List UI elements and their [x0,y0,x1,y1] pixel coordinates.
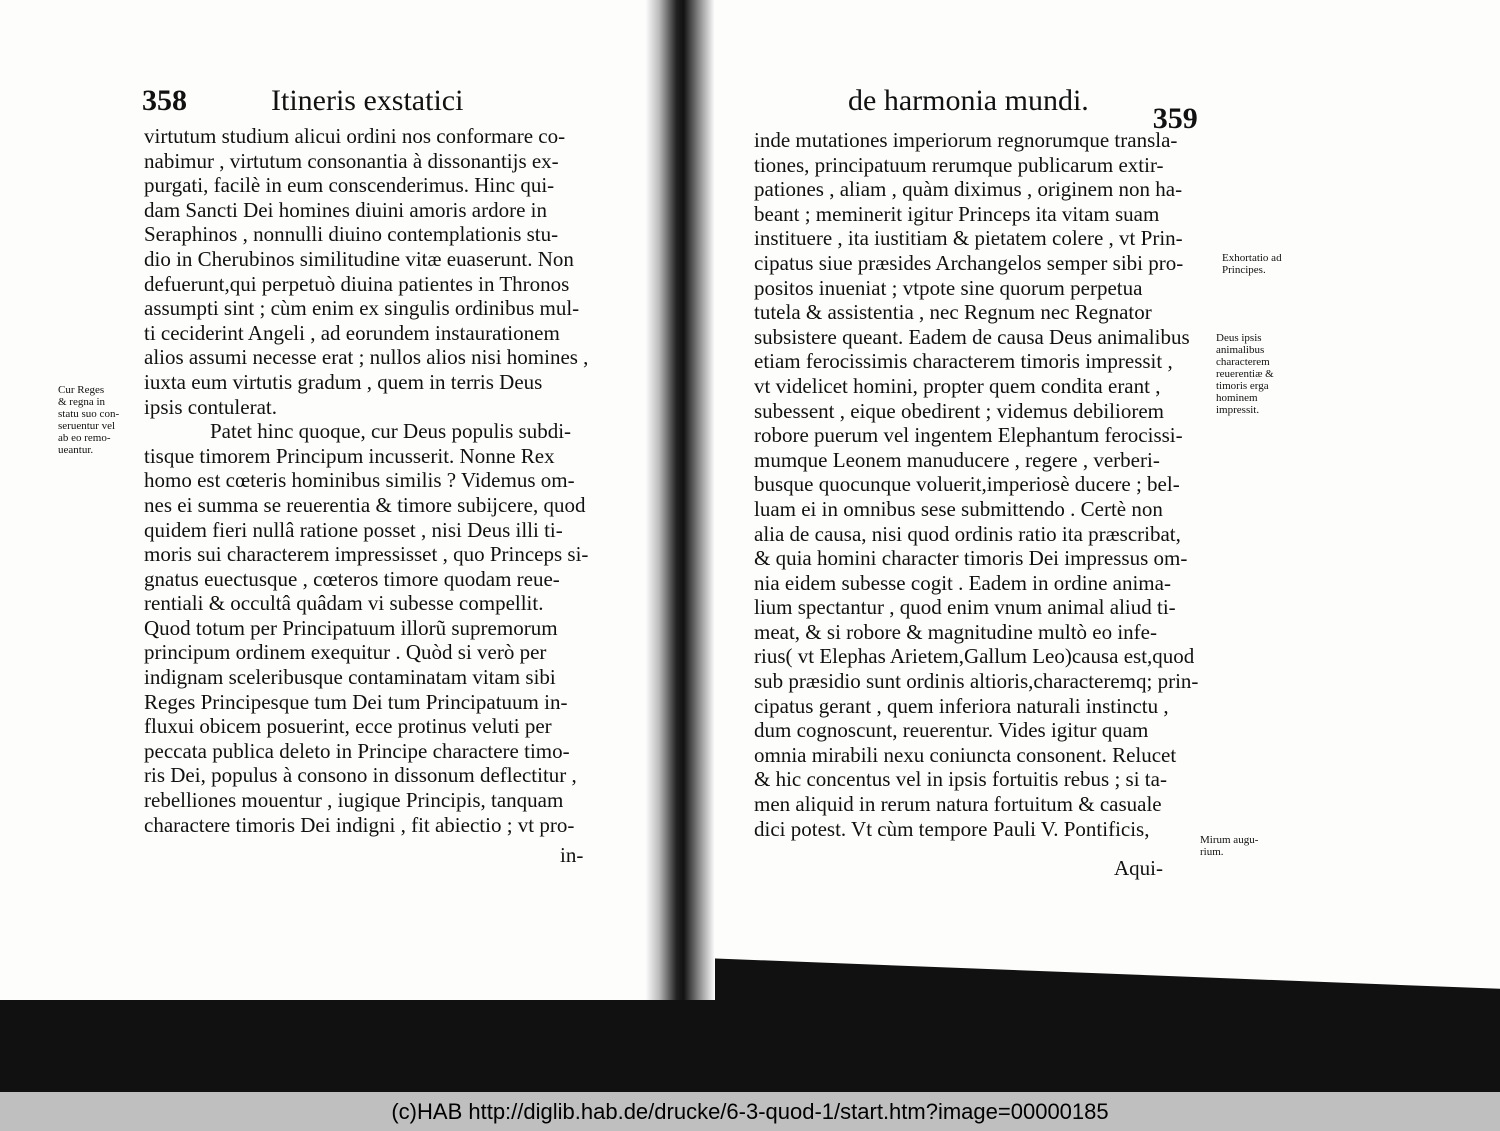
text-line: ueantur. [58,444,94,456]
text-line: Quod totum per Principatuum illorũ supremorum [144,615,558,640]
text-line: reuerentiæ & [1216,368,1274,380]
text-line: instituere , ita iustitiam & pietatem colere , vt Prin- [754,226,1183,251]
text-line: & hic concentus vel in ipsis fortuitis rebus ; si ta- [754,767,1167,792]
text-line: charactere timoris Dei indigni , fit abiectio ; vt pro- [144,812,575,837]
text-line: impressit. [1216,404,1260,416]
right-margin-note [1222,252,1282,276]
text-line: Exhortatio ad [1222,252,1282,264]
text-line: etiam ferocissimis characterem timoris impressit , [754,349,1173,374]
text-line: omnia mirabili nexu coniuncta consonent. Relucet [754,742,1177,767]
text-line: defuerunt,qui perpetuò diuina patientes in Thronos [144,271,570,296]
left-page-number: 358 [142,84,187,117]
text-line: principum ordinem exequitur . Quòd si verò per [144,640,547,665]
text-line: hominem [1216,392,1258,404]
text-line: statu suo con- [58,408,120,420]
left-running-title: Itineris exstatici [271,84,464,117]
text-line: tisque timorem Principum incusserit. Nonne Rex [144,443,555,468]
text-line: assumpti sint ; cùm enim ex singulis ordinibus mul- [144,296,580,321]
right-page-header [848,84,1198,135]
right-body-text [754,128,1198,841]
text-line: inde mutationes imperiorum regnorumque transla- [754,128,1178,152]
text-line: gnatus euectusque , cœteros timore quodam reue- [144,566,560,591]
text-line: purgati, facilè in eum conscenderimus. Hinc qui- [144,173,555,198]
right-running-title: de harmonia mundi. [848,84,1089,117]
text-line: ti ceciderint Angeli , ad eorundem instaurationem [144,320,560,345]
text-line: dum cognoscunt, reuerentur. Vides igitur quam [754,718,1149,743]
text-line: positos inueniat ; vtpote sine quorum perpetua [754,275,1143,300]
text-line: fluxui obicem posuerint, ecce protinus veluti per [144,714,552,739]
text-line: subsistere queant. Eadem de causa Deus animalibus [754,324,1190,349]
left-page-header [142,84,463,118]
text-line: animalibus [1216,344,1265,356]
text-line: meat, & si robore & magnitudine multò eo infe- [754,619,1157,644]
text-line: nabimur , virtutum consonantia à dissonantijs ex- [144,148,559,173]
text-line: iuxta eum virtutis gradum , quem in terris Deus [144,369,543,394]
text-line: characterem [1216,356,1270,368]
text-line: moris sui characterem impressisset , quo Princeps si- [144,542,589,567]
text-line: mumque Leonem manuducere , regere , verberi- [754,447,1160,472]
right-margin-note [1216,332,1274,416]
right-margin-note [1200,834,1258,858]
text-line: lium spectantur , quod enim vnum animal aliud ti- [754,595,1176,620]
text-line: alios assumi necesse erat ; nullos alios nisi homines , [144,345,589,370]
text-line: subessent , eique obedirent ; videmus debiliorem [754,398,1164,423]
text-line: nia eidem subesse cogit . Eadem in ordine anima- [754,570,1171,595]
text-line: seruentur vel [58,420,116,432]
text-line: & quia homini character timoris Dei impressus om- [754,546,1188,571]
text-line: cipatus gerant , quem inferiora naturali instinctu , [754,693,1169,718]
left-catchword: in- [560,843,584,867]
text-line: busque quocunque voluerit,imperiosè ducere ; bel- [754,472,1180,497]
text-line: ris Dei, populus à consono in dissonum deflectitur , [144,763,577,788]
text-line: rentiali & occultâ quâdam vi subesse compellit. [144,591,544,616]
text-line: luam ei in omnibus sese submittendo . Certè non [754,496,1163,521]
copyright-footer: (c)HAB http://diglib.hab.de/drucke/6-3-quod-1/start.htm?image=00000185 [0,1092,1500,1131]
text-line: robore puerum vel ingentem Elephantum ferocissi- [754,423,1183,448]
text-line: tutela & assistentia , nec Regnum nec Regnator [754,300,1152,325]
text-line: pationes , aliam , quàm diximus , originem non ha- [754,177,1183,202]
text-line: dio in Cherubinos similitudine vitæ euaserunt. Non [144,246,574,271]
text-line: Principes. [1222,264,1266,276]
text-line: indignam sceleribusque contaminatam vitam sibi [144,665,556,690]
text-line: beant ; meminerit igitur Princeps ita vitam suam [754,201,1160,226]
text-line: peccata publica deleto in Principe charactere timo- [144,738,570,763]
text-line: homo est cœteris hominibus similis ? Videmus om- [144,468,575,493]
text-line: virtutum studium alicui ordini nos conformare co- [144,124,566,148]
text-line: rebelliones mouentur , iugique Principis, tanquam [144,788,564,813]
text-line: nes ei summa se reuerentia & timore subijcere, quod [144,492,586,517]
left-margin-note [58,384,119,456]
right-page-number: 359 [1152,102,1198,135]
text-line: dici potest. Vt cùm tempore Pauli V. Pontificis, [754,816,1150,841]
text-line: cipatus siue præsides Archangelos semper sibi pro- [754,250,1184,275]
text-line: dam Sancti Dei homines diuini amoris ardore in [144,197,547,222]
text-line: Reges Principesque tum Dei tum Principatuum in- [144,689,568,714]
book-gutter [645,0,715,1000]
text-line: rium. [1200,846,1224,858]
text-line: timoris erga [1216,380,1269,392]
text-line: Cur Reges [58,384,105,396]
text-line: vt videlicet homini, propter quem condita erant , [754,373,1161,398]
text-line: Mirum augu- [1200,834,1259,846]
text-line: Deus ipsis [1216,332,1262,344]
text-line: Seraphinos , nonnulli diuino contemplationis stu- [144,222,559,247]
right-catchword: Aqui- [1114,856,1163,880]
text-line: & regna in [58,396,106,408]
text-line: alia de causa, nisi quod ordinis ratio ita præscribat, [754,521,1181,546]
text-line: sub præsidio sunt ordinis altioris,characteremq; prin- [754,669,1199,694]
text-line: ipsis contulerat. [144,394,277,419]
text-line: Patet hinc quoque, cur Deus populis subdi- [210,419,572,444]
text-line: rius( vt Elephas Arietem,Gallum Leo)causa est,quod [754,644,1195,669]
text-line: quidem fieri nullâ ratione posset , nisi Deus illi ti- [144,517,563,542]
left-body-text [144,124,588,837]
text-line: ab eo remo- [58,432,111,444]
text-line: men aliquid in rerum natura fortuitum & casuale [754,792,1162,817]
text-line: tiones, principatuum rerumque publicarum extir- [754,152,1164,177]
